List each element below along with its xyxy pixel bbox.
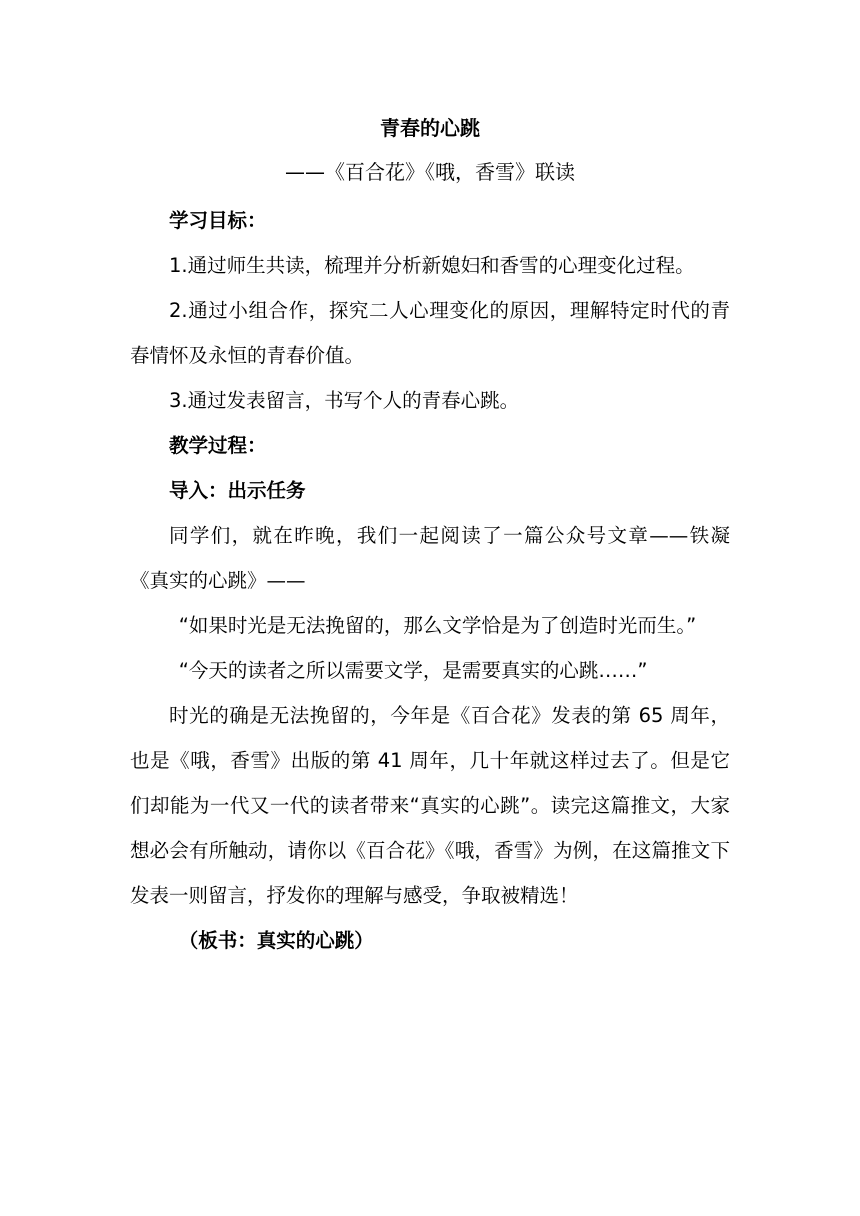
- document-subtitle: ——《百合花》《哦，香雪》联读: [285, 160, 575, 184]
- intro-heading: 导入：出示任务: [169, 479, 306, 502]
- board-note: （板书：真实的心跳）: [178, 929, 374, 952]
- paragraph: 同学们，就在昨晚，我们一起阅读了一篇公众号文章——铁凝《真实的心跳》——: [130, 524, 730, 592]
- objective-item: 2.通过小组合作，探究二人心理变化的原因，理解特定时代的青春情怀及永恒的青春价值。: [130, 299, 730, 367]
- quote-paragraph: “如果时光是无法挽留的，那么文学恰是为了创造时光而生。”: [178, 614, 697, 637]
- objective-item: 3.通过发表留言，书写个人的青春心跳。: [169, 389, 520, 412]
- document-body: [130, 198, 730, 963]
- objective-item: 1.通过师生共读，梳理并分析新媳妇和香雪的心理变化过程。: [169, 254, 695, 277]
- document-title: 青春的心跳: [380, 116, 480, 140]
- objectives-heading: 学习目标：: [169, 209, 267, 232]
- quote-paragraph: “今天的读者之所以需要文学，是需要真实的心跳……”: [178, 659, 648, 682]
- paragraph: 时光的确是无法挽留的，今年是《百合花》发表的第 65 周年，也是《哦，香雪》出版的第 41 周年，几十年就这样过去了。但是它们却能为一代又一代的读者带来“真实的心跳”。读完这篇推文，大家想必会有所触动，请你以《百合花》《哦，香雪》为例，在这篇推文下发表一则留言，抒发你的理解与感受，争取被精选！: [130, 704, 730, 907]
- process-heading: 教学过程：: [169, 434, 267, 457]
